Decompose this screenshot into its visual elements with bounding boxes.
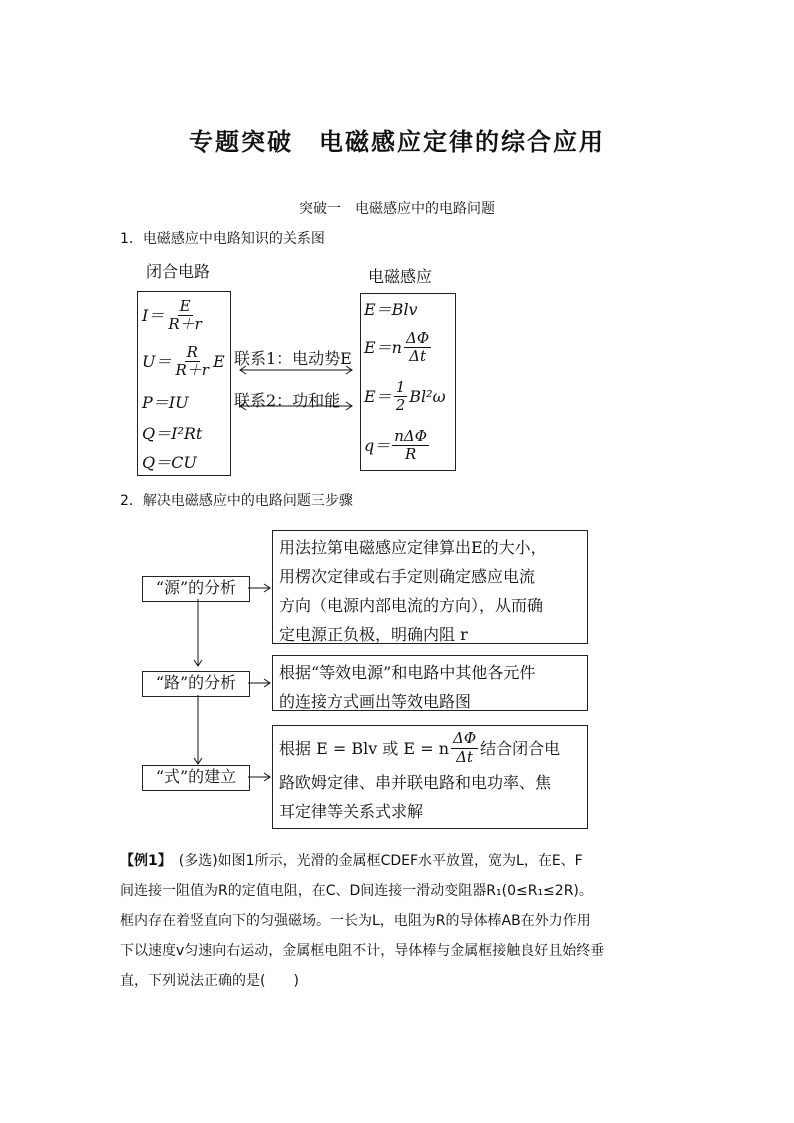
section2-heading: 2．解决电磁感应中的电路问题三步骤 [120,493,353,509]
section1-heading: 1．电磁感应中电路知识的关系图 [120,231,325,247]
formula-emf-blv: E＝Blv [364,300,418,319]
section-subtitle: 突破一 电磁感应中的电路问题 [299,201,495,217]
desc-line: 方向（电源内部电流的方向），从而确 [279,596,544,615]
formula-emf-flux: E＝n $\frac{\Delta\Phi}{\Delta t}$ [364,329,430,366]
double-arrows [232,362,360,412]
closed-circuit-box [137,291,231,476]
link2-label: 联系2：功和能 [234,391,341,410]
step-path-label: “路”的分析 [142,671,250,697]
desc-line: 的连接方式画出等效电路图 [279,692,472,711]
formula-power: P＝IU [142,393,189,412]
formula-charge: Q＝CU [142,453,197,472]
desc-first-line: 根据 E = Blv 或 E = n $\frac{\Delta\Phi}{\Delta t}$ 结合闭合电 [279,729,561,766]
step-path-desc [272,655,588,711]
example-line: 间连接一阻值为R的定值电阻，在C、D间连接一滑动变阻器R₁(0≤R₁≤2R)。 [120,883,593,899]
formula-charge-flux: q＝ $\frac{\text{nΔΦ}}{R}$ [364,427,428,464]
example-line: 下以速度v匀速向右运动，金属框电阻不计，导体棒与金属框接触良好且始终垂 [120,943,605,959]
em-induction-label: 电磁感应 [368,267,433,286]
example-line: 【例1】 (多选)如图1所示，光滑的金属框CDEF水平放置，宽为L，在E、F [120,853,583,869]
formula-emf-rotation: E＝ $\frac{1}{2}$ Bl²ω [364,378,446,415]
link1-label: 联系1：电动势E [234,349,352,368]
example-line: 框内存在着竖直向下的匀强磁场。一长为L，电阻为R的导体棒AB在外力作用 [120,913,591,929]
formula-current: I＝ $\frac{E}{R+r}$ [142,297,202,334]
desc-line: 定电源正负极，明确内阻 r [279,625,468,644]
example-line: 直，下列说法正确的是( ) [120,973,299,989]
example-tag: 【例1】 [120,853,165,869]
desc-line: 耳定律等关系式求解 [279,802,424,821]
formula-heat: Q＝I²Rt [142,424,203,443]
desc-line: 用法拉第电磁感应定律算出E的大小， [279,538,547,557]
step-formula-label: “式”的建立 [142,765,250,791]
step-source-desc [272,530,588,644]
desc-line: 路欧姆定律、串并联电路和电功率、焦 [279,773,552,792]
step-source-label: “源”的分析 [142,576,250,602]
desc-line: 根据“等效电源”和电路中其他各元件 [279,663,536,682]
desc-line: 用楞次定律或右手定则确定感应电流 [279,567,536,586]
formula-voltage: U＝ $\frac{R}{R+r}$ E [142,343,225,380]
step-formula-desc [272,725,588,829]
example-paragraph [120,846,690,996]
em-induction-box [360,293,456,471]
page-title: 专题突破 电磁感应定律的综合应用 [189,127,605,156]
closed-circuit-label: 闭合电路 [146,262,211,281]
